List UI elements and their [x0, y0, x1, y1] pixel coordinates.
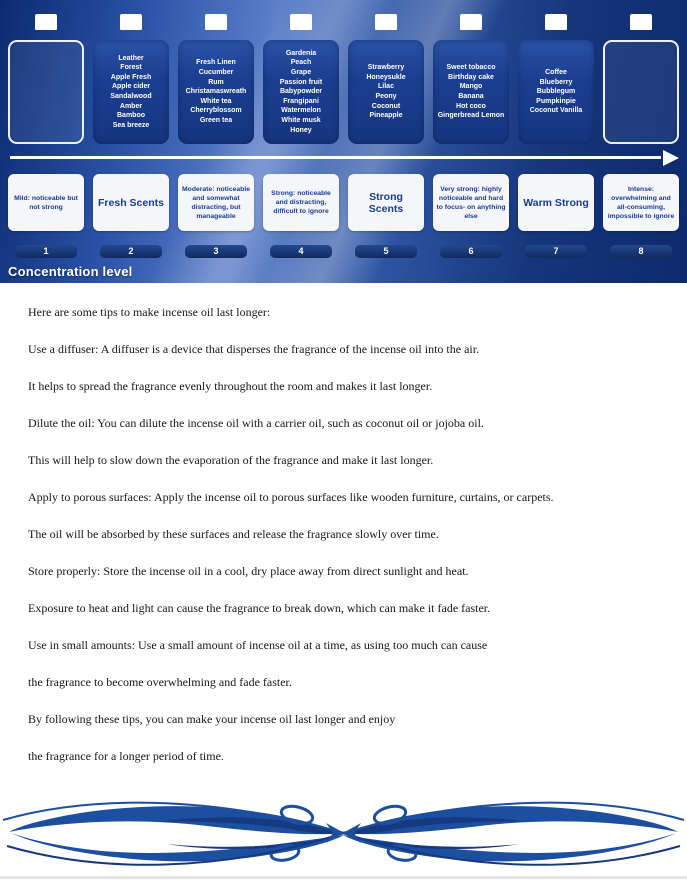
bottle-body — [263, 40, 339, 144]
scent-label: Peony — [375, 93, 397, 100]
level-box-4 — [263, 174, 339, 231]
bottle-cap-icon — [630, 14, 652, 30]
bottle-body — [8, 40, 84, 144]
scent-label: Coffee — [545, 69, 567, 77]
level-number-badge: 5 — [355, 245, 417, 258]
bottle-body — [433, 40, 509, 144]
scent-label: Mango — [459, 83, 483, 91]
scent-label: Banana — [458, 93, 484, 100]
scent-label: Bamboo — [117, 112, 145, 120]
bottle-cap-icon — [290, 14, 312, 30]
tip-line: Apply to porous surfaces: Apply the incense oil to porous surfaces like wooden furniture, curtains, or carpets. — [28, 490, 554, 504]
scent-concentration-banner — [0, 0, 687, 283]
bottle-cap-icon — [460, 14, 482, 30]
scent-label: Honey — [290, 126, 312, 134]
scent-label: Peach — [290, 59, 312, 67]
scent-label: Blueberry — [539, 78, 573, 86]
scent-label: Babypowder — [279, 88, 322, 96]
level-number-badge: 6 — [440, 245, 502, 258]
bottle-strawberry — [348, 14, 424, 144]
bottle-empty-1 — [8, 14, 84, 144]
scent-label: Apple Fresh — [110, 73, 152, 81]
scent-label: Cucumber — [198, 69, 234, 77]
scent-label: Watermelon — [281, 107, 321, 115]
tribal-swirl-icon — [0, 786, 687, 881]
tip-line: Use in small amounts: Use a small amount of incense oil at a time, as using too much can cause — [28, 638, 488, 652]
scent-label: Christamaswreath — [185, 88, 247, 96]
bottle-fresh-linen — [178, 14, 254, 144]
level-number-badge: 3 — [185, 245, 247, 258]
bottle-body — [603, 40, 679, 144]
scent-label: Gardenia — [285, 49, 317, 57]
scent-label: Green tea — [199, 116, 233, 124]
arrow-head-icon — [663, 150, 679, 166]
scent-label: Passion fruit — [279, 78, 323, 86]
scent-label: Gingerbread Lemon — [437, 112, 505, 120]
tip-line: Dilute the oil: You can dilute the incense oil with a carrier oil, such as coconut oil or jojoba oil. — [28, 416, 484, 430]
scent-label: Grape — [290, 69, 312, 77]
level-label: Fresh Scents — [98, 196, 164, 209]
scent-label: Rum — [208, 78, 224, 86]
tip-line: By following these tips, you can make your incense oil last longer and enjoy — [28, 712, 396, 726]
scent-label: Sweet tobacco — [446, 64, 496, 72]
scent-label: Birthday cake — [448, 73, 494, 81]
bottle-body — [348, 40, 424, 144]
bottle-leather-forest — [93, 14, 169, 144]
tip-line: the fragrance to become overwhelming and fade faster. — [28, 675, 292, 689]
scent-label: Pumpkinpie — [536, 97, 576, 105]
level-label: Moderate: noticeable and somewhat distracting, but manageable — [182, 185, 250, 220]
tip-line: the fragrance for a longer period of time. — [28, 749, 224, 763]
level-box-3 — [178, 174, 254, 231]
bottle-sweet-tobacco — [433, 14, 509, 144]
scent-label: White musk — [281, 116, 321, 124]
arrow-line — [10, 156, 661, 159]
bottle-gardenia — [263, 14, 339, 144]
tip-line: The oil will be absorbed by these surfaces and release the fragrance slowly over time. — [28, 527, 439, 541]
level-label: Strong Scents — [368, 190, 404, 215]
level-box-8 — [603, 174, 679, 231]
scent-label: Pineapple — [369, 112, 403, 120]
level-box-7 — [518, 174, 594, 231]
bottle-cap-icon — [120, 14, 142, 30]
scent-label: Bubblegum — [536, 88, 576, 96]
scent-label: Lilac — [378, 83, 394, 91]
scent-label: Coconut Vanilla — [529, 107, 583, 115]
scent-label: Amber — [119, 102, 143, 110]
bottle-cap-icon — [375, 14, 397, 30]
bottle-cap-icon — [205, 14, 227, 30]
tip-line: Use a diffuser: A diffuser is a device that disperses the fragrance of the incense oil into the air. — [28, 342, 480, 356]
level-label: Strong: noticeable and distracting, difficult to ignore — [271, 190, 331, 215]
level-label: Warm Strong — [523, 196, 589, 209]
level-label: Very strong: highly noticeable and hard to focus- on anything else — [436, 185, 506, 220]
tip-line: Store properly: Store the incense oil in a cool, dry place away from direct sunlight and heat. — [28, 564, 469, 578]
level-number-row — [0, 245, 687, 258]
bottle-empty-2 — [603, 14, 679, 144]
level-number-badge: 2 — [100, 245, 162, 258]
tips-section — [0, 283, 687, 764]
level-box-5 — [348, 174, 424, 231]
level-label: Mild: noticeable but not strong — [14, 194, 78, 211]
scent-label: White tea — [200, 97, 232, 105]
scent-label: Apple cider — [111, 83, 151, 91]
bottle-body — [178, 40, 254, 144]
scent-label: Hot coco — [456, 102, 486, 110]
tip-line: Here are some tips to make incense oil last longer: — [28, 305, 271, 319]
level-row — [0, 174, 687, 231]
bottle-row — [0, 14, 687, 144]
concentration-level-caption: Concentration level — [8, 264, 133, 279]
level-box-6 — [433, 174, 509, 231]
level-number-badge: 8 — [610, 245, 672, 258]
bottle-coffee — [518, 14, 594, 144]
scent-label: Leather — [118, 54, 144, 62]
level-box-1 — [8, 174, 84, 231]
decorative-flourish — [0, 786, 687, 881]
level-number-badge: 4 — [270, 245, 332, 258]
scent-label: Fresh Linen — [196, 59, 236, 67]
timeline-arrow — [0, 150, 687, 166]
scent-label: Coconut — [371, 102, 401, 110]
scent-label: Cherryblossom — [190, 107, 242, 115]
level-label: Intense: overwhelming and all-consuming, impossible to ignore — [607, 185, 675, 220]
tip-line: Exposure to heat and light can cause the fragrance to break down, which can make it fade faster. — [28, 601, 491, 615]
bottle-body — [518, 40, 594, 144]
level-box-2 — [93, 174, 169, 231]
scent-label: Strawberry — [367, 64, 405, 72]
bottle-body — [93, 40, 169, 144]
scent-label: Forest — [120, 64, 142, 72]
scent-label: Sea breeze — [112, 121, 150, 129]
scent-label: Honeysukle — [366, 73, 406, 81]
level-number-badge: 7 — [525, 245, 587, 258]
scent-label: Sandalwood — [110, 93, 152, 100]
scent-label: Frangipani — [283, 97, 319, 105]
bottle-cap-icon — [35, 14, 57, 30]
tip-line: It helps to spread the fragrance evenly throughout the room and makes it last longer. — [28, 379, 433, 393]
level-number-badge: 1 — [15, 245, 77, 258]
tip-line: This will help to slow down the evaporation of the fragrance and make it last longer. — [28, 453, 434, 467]
bottle-cap-icon — [545, 14, 567, 30]
